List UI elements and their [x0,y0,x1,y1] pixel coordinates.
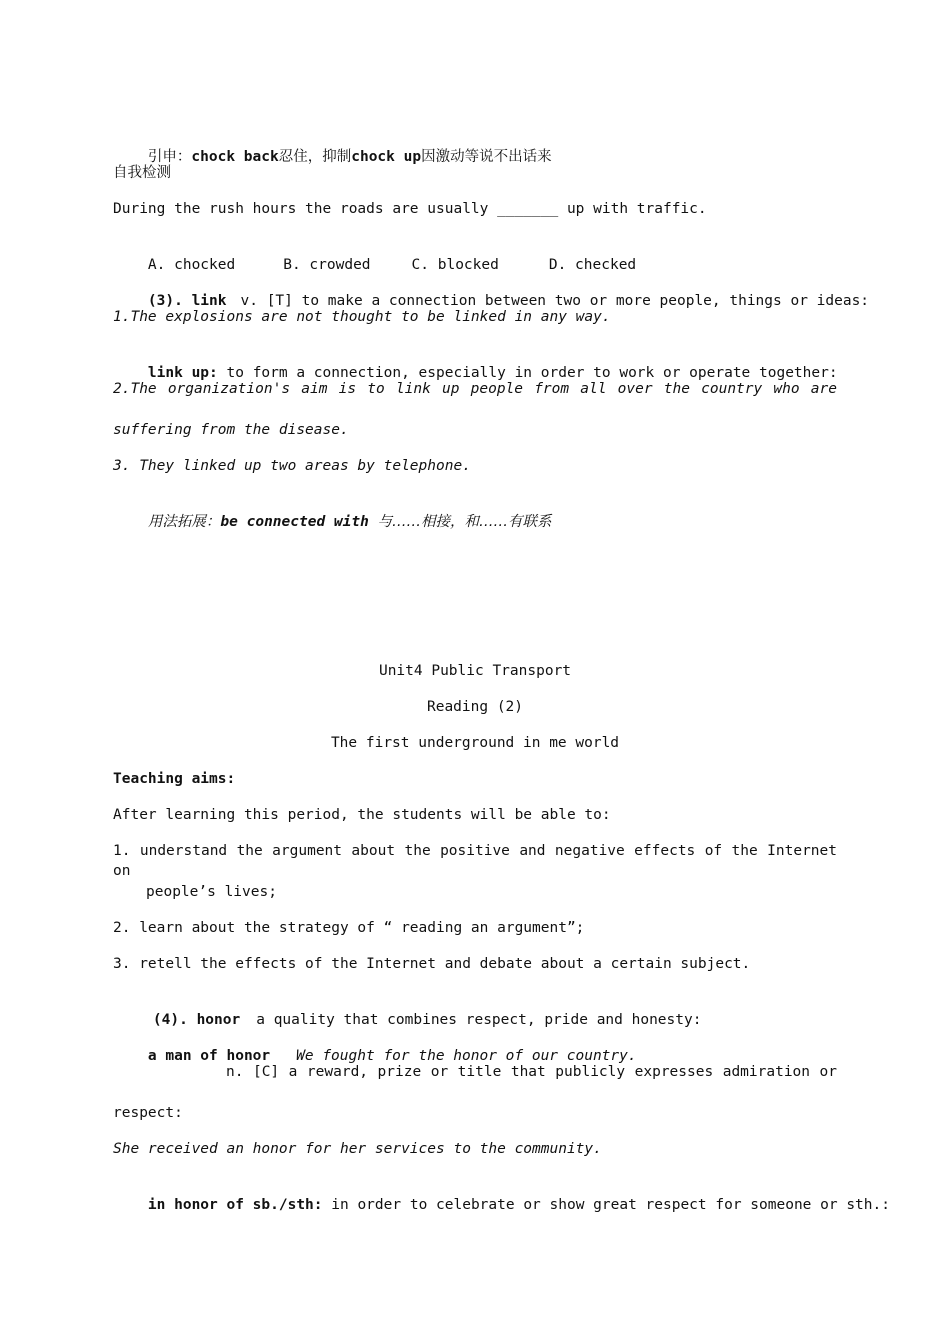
option-b: B. crowded [283,257,371,273]
link-example-2-line1: 2.The organization's aim is to link up people from all over the country who are [113,381,837,397]
lesson-subtitle: The first underground in me world [330,735,620,751]
teaching-aims-heading: Teaching aims: [113,771,236,787]
aims-intro: After learning this period, the students will be able to: [113,807,611,823]
self-test-label: 自我检测 [113,165,171,181]
extension-label: 引申： [147,149,192,165]
chock-back-term: chock back [191,149,279,165]
link-example-2-line2: suffering from the disease. [113,422,349,438]
chock-up-term: chock up [351,149,422,165]
man-of-honor-example: We fought for the honor of our country. [296,1048,637,1064]
aim-1-line2: people’s lives; [146,884,277,900]
unit-title: Unit4 Public Transport [378,663,572,679]
usage-extension-line [113,492,843,552]
usage-meaning: 与……相接，和……有联系 [377,514,552,530]
link-entry-number: (3). link [147,293,227,309]
aim-1-line1: 1. understand the argument about the positive and negative effects of the Internet on [113,843,837,879]
in-honor-of-term: in honor of sb./sth: [147,1197,323,1213]
chock-up-meaning: 因激动等说不出话来 [421,149,552,165]
in-honor-of-definition: in order to celebrate or show great respect for someone or sth.: [331,1197,890,1213]
honor-entry-number: (4). honor [152,1012,241,1028]
reading-title: Reading (2) [426,699,524,715]
usage-phrase: be connected with [220,514,369,530]
honor-definition: a quality that combines respect, pride and honesty: [256,1012,702,1028]
man-of-honor-phrase: a man of honor [147,1048,271,1064]
option-c: C. blocked [411,257,499,273]
honor-noun-definition-line2: respect: [113,1105,183,1121]
in-honor-of-line [113,1175,890,1235]
link-definition: v. [T] to make a connection between two or more people, things or ideas: [240,293,870,309]
option-d: D. checked [548,257,637,273]
link-up-term: link up: [147,365,218,381]
link-example-1: 1.The explosions are not thought to be linked in any way. [113,309,611,325]
chock-back-meaning: 忍住，抑制 [278,149,352,165]
test-question: During the rush hours the roads are usually _______ up with traffic. [113,201,707,217]
honor-noun-example: She received an honor for her services to the community. [113,1141,602,1157]
link-example-3: 3. They linked up two areas by telephone. [113,458,471,474]
honor-noun-definition-line1: n. [C] a reward, prize or title that publicly expresses admiration or [226,1064,837,1080]
usage-label: 用法拓展： [147,514,221,530]
aim-3: 3. retell the effects of the Internet and debate about a certain subject. [113,956,751,972]
aim-2: 2. learn about the strategy of “ reading an argument”; [113,920,585,936]
link-up-definition: to form a connection, especially in order to work or operate together: [226,365,838,381]
option-a: A. chocked [147,257,236,273]
